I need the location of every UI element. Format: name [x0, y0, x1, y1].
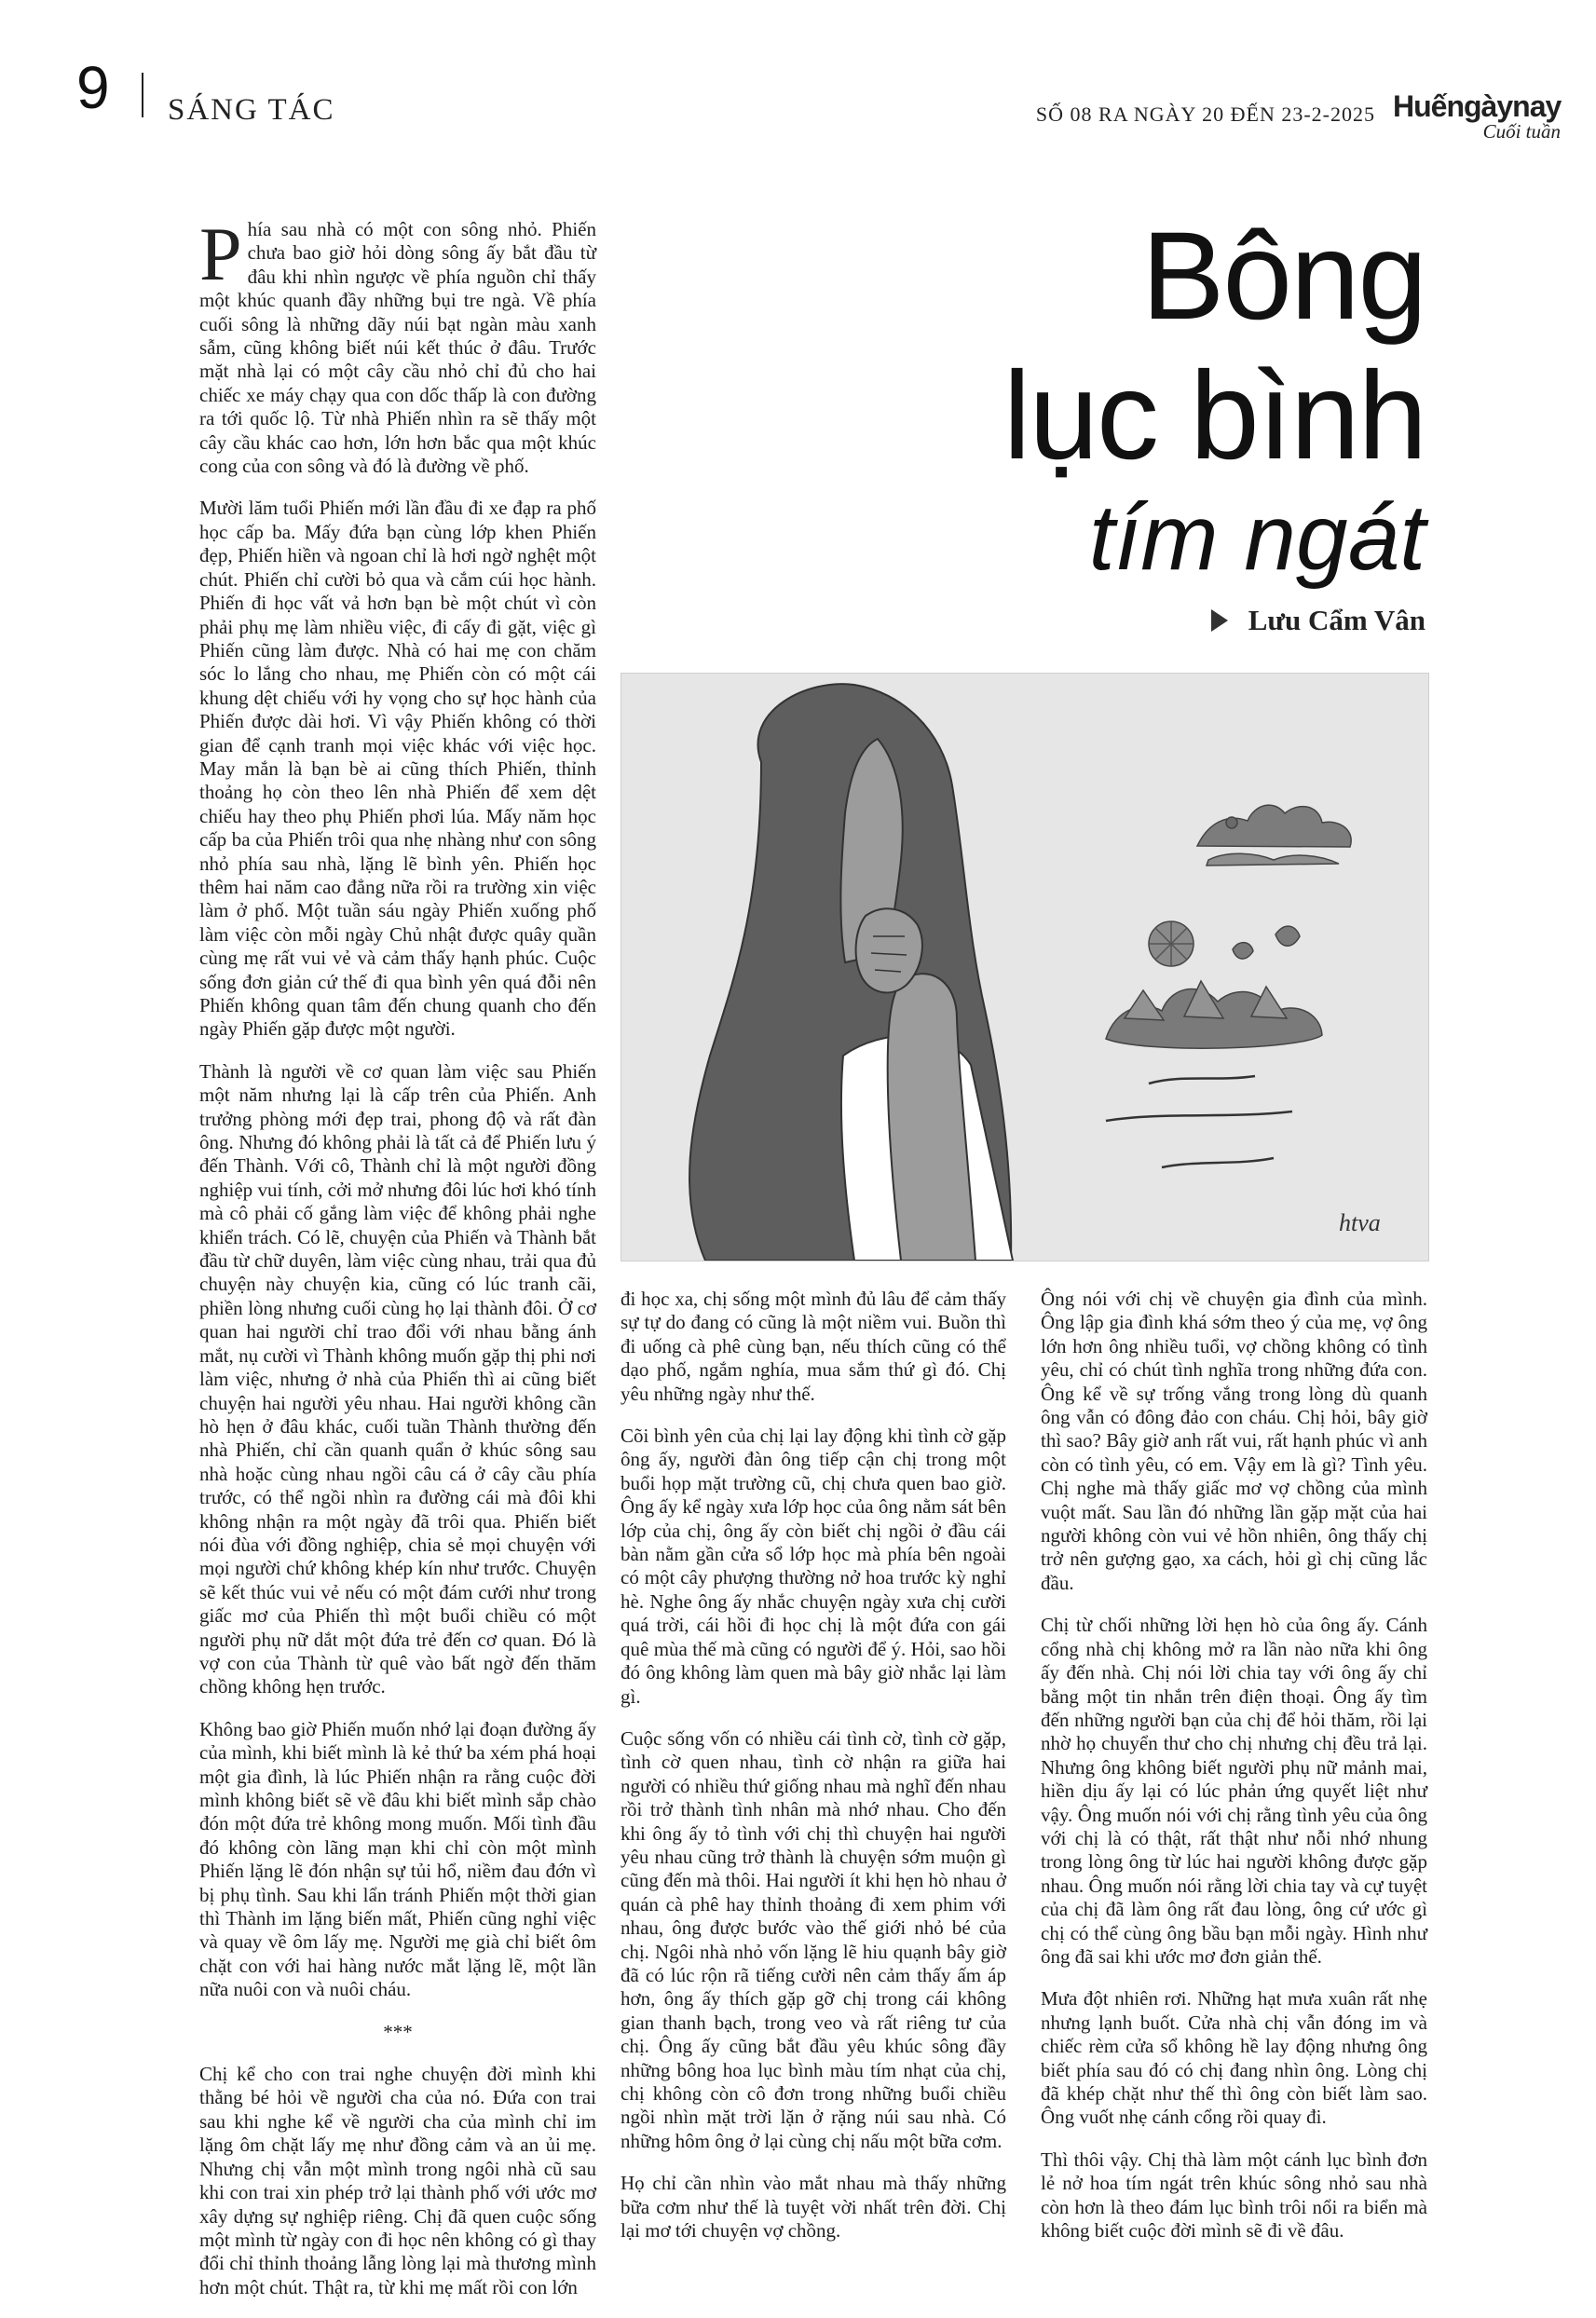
play-triangle-icon	[1211, 609, 1228, 632]
section-separator: ***	[383, 2020, 413, 2043]
article-column-1	[199, 211, 596, 2318]
story-illustration	[621, 673, 1429, 1261]
illustrator-signature: htva	[1339, 1209, 1381, 1236]
title-line-2: lục bình	[1003, 347, 1425, 485]
drop-cap: P	[199, 211, 242, 296]
paragraph: Họ chỉ cần nhìn vào mắt nhau mà thấy những bữa cơm như thế là tuyệt vời nhất trên đời. Chị lại mơ tới chuyện vợ chồng.	[621, 2172, 1006, 2243]
section-title: SÁNG TÁC	[168, 93, 335, 127]
paragraph: Mười lăm tuổi Phiến mới lần đầu đi xe đạp ra phố học cấp ba. Mấy đứa bạn cùng lớp khen Phiến đẹp, Phiến hiền và ngoan chỉ là hơi ngờ nghệt một chút. Phiến chỉ cười bỏ qua và cắm cúi học hành. Phiến đi học vất vả hơn bạn bè một chút vì còn phải phụ mẹ làm nhiều việc, đi cấy đi gặt, việc gì Phiến cũng làm được. Nhà có hai mẹ con chăm sóc lo lắng cho nhau, mẹ Phiến còn có một cái khung dệt chiếu với hy vọng cho sự học hành của Phiến được dài hơi. Vì vậy Phiến không có thời gian để cạnh tranh mọi việc khác với việc học. May mắn là bạn bè ai cũng thích Phiến, thỉnh thoảng họ còn theo lên nhà Phiến để xem dệt chiếu hay theo phụ Phiến phơi lúa. Mấy năm học cấp ba của Phiến trôi qua nhẹ nhàng như con sông nhỏ phía sau nhà, lặng lẽ bình yên. Phiến học thêm hai năm cao đẳng nữa rồi ra trường xin việc làm ở phố. Một tuần sáu ngày Phiến xuống phố làm việc còn mỗi ngày Chủ nhật được quây quần cùng mẹ rất vui vẻ và cảm thấy hạnh phúc. Cuộc sống đơn giản cứ thế đi qua bình yên quá đỗi nên Phiến không quan tâm đến chung quanh cho đến ngày Phiến gặp được một người.	[199, 497, 596, 1041]
page-number: 9	[76, 54, 110, 121]
title-line-3: tím ngát	[1088, 485, 1425, 590]
header-divider	[142, 73, 143, 117]
paragraph: đi học xa, chị sống một mình đủ lâu để cảm thấy sự tự do đang có cũng là một niềm vui. Buồn thì đi uống cà phê cùng bạn, nếu thích cũng có thể dạo phố, ngắm nghía, mua sắm thứ gì đó. Chị yêu những ngày như thế.	[621, 1288, 1006, 1405]
logo-sub: Cuối tuần	[1482, 120, 1561, 143]
article-column-3	[1041, 1288, 1427, 2261]
logo-main: Huếngàynay	[1393, 89, 1562, 123]
paragraph: Thành là người về cơ quan làm việc sau Phiến một năm nhưng lại là cấp trên của Phiến. Anh trưởng phòng mới đẹp trai, phong độ và rất đàn ông. Nhưng đó không phải là tất cả để Phiến lưu ý đến Thành. Với cô, Thành chỉ là một người đồng nghiệp vui tính, cởi mở nhưng đôi lúc hơi khó tính mà cô phải cố gắng làm việc để không phải nghe khiển trách. Có lẽ, chuyện của Phiến và Thành bắt đầu từ chữ duyên, làm việc cùng nhau, trải qua đủ chuyện này chuyện kia, cũng có lúc tranh cãi, phiền lòng nhưng cuối cùng họ lại thành đôi. Ở cơ quan hai người chỉ trao đổi với nhau bằng ánh mắt, nụ cười vì Thành không muốn gặp thị phi nơi làm việc, nhưng ở nhà của Phiến thì ai cũng biết chuyện hai người yêu nhau. Hai người không cần hò hẹn ở đâu khác, cuối tuần Thành thường đến nhà Phiến, chỉ cần quanh quẩn ở khúc sông sau nhà hoặc cùng nhau ngồi câu cá ở cây cầu phía trước, có thể ngồi nhìn ra đường cái mà đôi khi không nhận ra một ngày đã trôi qua. Phiến biết nói đùa với đồng nghiệp, chia sẻ mọi chuyện với mọi người chứ không khép kín như trước. Chuyện sẽ kết thúc vui vẻ nếu có một đám cưới như trong giấc mơ của Phiến thì một buổi chiều có một người phụ nữ dắt một đứa trẻ đến cơ quan. Đó là vợ con của Thành từ quê vào bất ngờ đến thăm chồng không hẹn trước.	[199, 1059, 596, 1698]
article-column-2	[621, 1288, 1006, 2261]
paragraph	[199, 211, 596, 478]
paragraph: Mưa đột nhiên rơi. Những hạt mưa xuân rất nhẹ nhưng lạnh buốt. Cửa nhà chị vẫn đóng im và chiếc rèm cửa sổ không hề lay động nhưng ông biết phía sau đó có chị đang nhìn ông. Lòng chị đã khép chặt như thế thì ông còn biết làm sao. Ông vuốt nhẹ cánh cổng rồi quay đi.	[1041, 1987, 1427, 2129]
title-line-1: Bông	[1141, 207, 1425, 346]
paragraph: Chị kể cho con trai nghe chuyện đời mình khi thằng bé hỏi về người cha của nó. Đứa con trai sau khi nghe kể về người cha của mình chỉ im lặng ôm chặt lấy mẹ như đồng cảm và an ủi mẹ. Nhưng chị vẫn một mình trong ngôi nhà cũ sau khi con trai xin phép trở lại thành phố với ước mơ xây dựng sự nghiệp riêng. Chị đã quen cuộc sống một mình từ ngày con đi học nên không có gì thay đổi chỉ thỉnh thoảng lẫng lòng lại mà thương mình hơn một chút. Thật ra, từ khi mẹ mất rồi con lớn	[199, 2063, 596, 2298]
paragraph: Thì thôi vậy. Chị thà làm một cánh lục bình đơn lẻ nở hoa tím ngát trên khúc sông nhỏ sau nhà còn hơn là theo đám lục bình trôi nổi ra biển mà không biết cuộc đời mình sẽ đi về đâu.	[1041, 2148, 1427, 2243]
author-byline	[1211, 604, 1425, 637]
paragraph: Chị từ chối những lời hẹn hò của ông ấy. Cánh cổng nhà chị không mở ra lần nào nữa khi ông ấy đến nhà. Chị nói lời chia tay với ông ấy chỉ bằng một tin nhắn trên điện thoại. Ông ấy tìm đến những người bạn của chị để hỏi thăm, rồi lại nhờ họ chuyển thư cho chị nhưng chị đều trả lại. Nhưng ông không biết người phụ nữ mảnh mai, hiền dịu ấy lại có lúc phản ứng quyết liệt như vậy. Ông muốn nói với chị rằng tình yêu của ông với chị là có thật, rất thật như nỗi nhớ nhung trong lòng ông từ lúc hai người không được gặp nhau. Ông muốn nói rằng lời chia tay và cự tuyệt của chị đã làm ông rất đau lòng, ông cứ ước gì chị có thể cùng ông bầu bạn mỗi ngày. Hình như ông đã sai khi ước mơ đơn giản thế.	[1041, 1614, 1427, 1968]
publication-logo	[1393, 89, 1561, 145]
issue-info: SỐ 08 RA NGÀY 20 ĐẾN 23-2-2025	[1035, 102, 1375, 126]
paragraph-text: hía sau nhà có một con sông nhỏ. Phiến chưa bao giờ hỏi dòng sông ấy bắt đầu từ đâu khi nhìn ngược về phía nguồn chỉ thấy một khúc quanh đầy những bụi tre ngà. Về phía cuối sông là những dãy núi bạt ngàn màu xanh sẫm, cũng không biết núi kết thúc ở đâu. Trước mặt nhà lại có một cây cầu nhỏ chỉ đủ cho hai chiếc xe máy chạy qua con dốc thấp là con đường ra tới quốc lộ. Từ nhà Phiến nhìn ra sẽ thấy một cây cầu khác cao hơn, lớn hơn bắc qua một khúc cong của con sông và đó là đường về phố.	[199, 218, 596, 478]
story-title	[755, 207, 1425, 589]
paragraph: Ông nói với chị về chuyện gia đình của mình. Ông lập gia đình khá sớm theo ý của mẹ, vợ ông lớn hơn ông nhiều tuổi, vợ chồng không có tình yêu, chỉ có chút tình nghĩa trong những đứa con. Ông kể về sự trống vắng trong lòng dù quanh ông vẫn có đông đảo con cháu. Chị hỏi, bây giờ thì sao? Bây giờ anh rất vui, rất hạnh phúc vì anh còn có tình yêu, có em. Vậy em là gì? Tình yêu. Chị nghe mà thấy giấc mơ vợ chồng của mình vuột mất. Sau lần đó những lần gặp mặt của hai người không còn vui vẻ hồn nhiên, ông thấy chị trở nên gượng gạo, xa cách, hỏi gì chị cũng lắc đầu.	[1041, 1288, 1427, 1594]
illustration-svg	[621, 674, 1428, 1261]
author-name: Lưu Cẩm Vân	[1248, 604, 1425, 636]
paragraph: Không bao giờ Phiến muốn nhớ lại đoạn đường ấy của mình, khi biết mình là kẻ thứ ba xém phá hoại một gia đình, là lúc Phiến nhận ra rằng cuộc đời mình không biết sẽ về đâu khi biết mình sắp chào đón một đứa trẻ không mong muốn. Mối tình đầu đó không còn lãng mạn khi chỉ còn một mình Phiến lặng lẽ đón nhận sự tủi hổ, niềm đau đớn vì bị phụ tình. Sau khi lẩn tránh Phiến một thời gian thì Thành im lặng biến mất, Phiến cũng nghỉ việc và quay về ôm lấy mẹ. Người mẹ già chỉ biết ôm chặt con với hai hàng nước mắt lặng lẽ, một lần nữa nuôi con và nuôi cháu.	[199, 1717, 596, 2001]
paragraph: Cuộc sống vốn có nhiều cái tình cờ, tình cờ gặp, tình cờ quen nhau, tình cờ nhận ra giữa hai người có nhiều thứ giống nhau mà nghĩ đến nhau rồi trở thành tình nhân mà nhớ nhau. Cho đến khi ông ấy tỏ tình với chị thì chuyện hai người yêu nhau cũng trở thành là chuyện sớm muộn gì cũng đến mà thôi. Hai người ít khi hẹn hò nhau ở quán cà phê hay thỉnh thoảng đi xem phim với nhau, ông được bước vào thế giới nhỏ bé của chị. Ngôi nhà nhỏ vốn lặng lẽ hiu quạnh bây giờ đã có lúc rộn rã tiếng cười nên cảm thấy ấm áp hơn, ông ấy thích gặp gỡ chị trong cái không gian thanh bạch, trong veo và rất riêng tư của chị. Ông ấy cũng bắt đầu yêu khúc sông đầy những bông hoa lục bình màu tím nhạt của chị, chị không còn cô đơn trong những buổi chiều ngồi nhìn mặt trời lặn ở rặng núi sau nhà. Có những hôm ông ở lại cùng chị nấu một bữa cơm.	[621, 1726, 1006, 2152]
paragraph: Cõi bình yên của chị lại lay động khi tình cờ gặp ông ấy, người đàn ông tiếp cận chị trong một buổi họp mặt trường cũ, chị chưa quen bao giờ. Ông ấy kể ngày xưa lớp học của ông nằm sát bên lớp của chị, ông ấy còn biết chị ngồi ở đầu cái bàn nằm gần cửa sổ lớp học mà phía bên ngoài có một cây phượng thường nở hoa trước kỳ nghỉ hè. Nghe ông ấy nhắc chuyện ngày xưa chị cười quá trời, cái hồi đi học chị là một đứa con gái quê mùa thế mà cũng có người để ý. Hỏi, sao hồi đó ông không làm quen mà bây giờ nhắc lại làm gì.	[621, 1425, 1006, 1708]
page-header	[0, 0, 1596, 143]
